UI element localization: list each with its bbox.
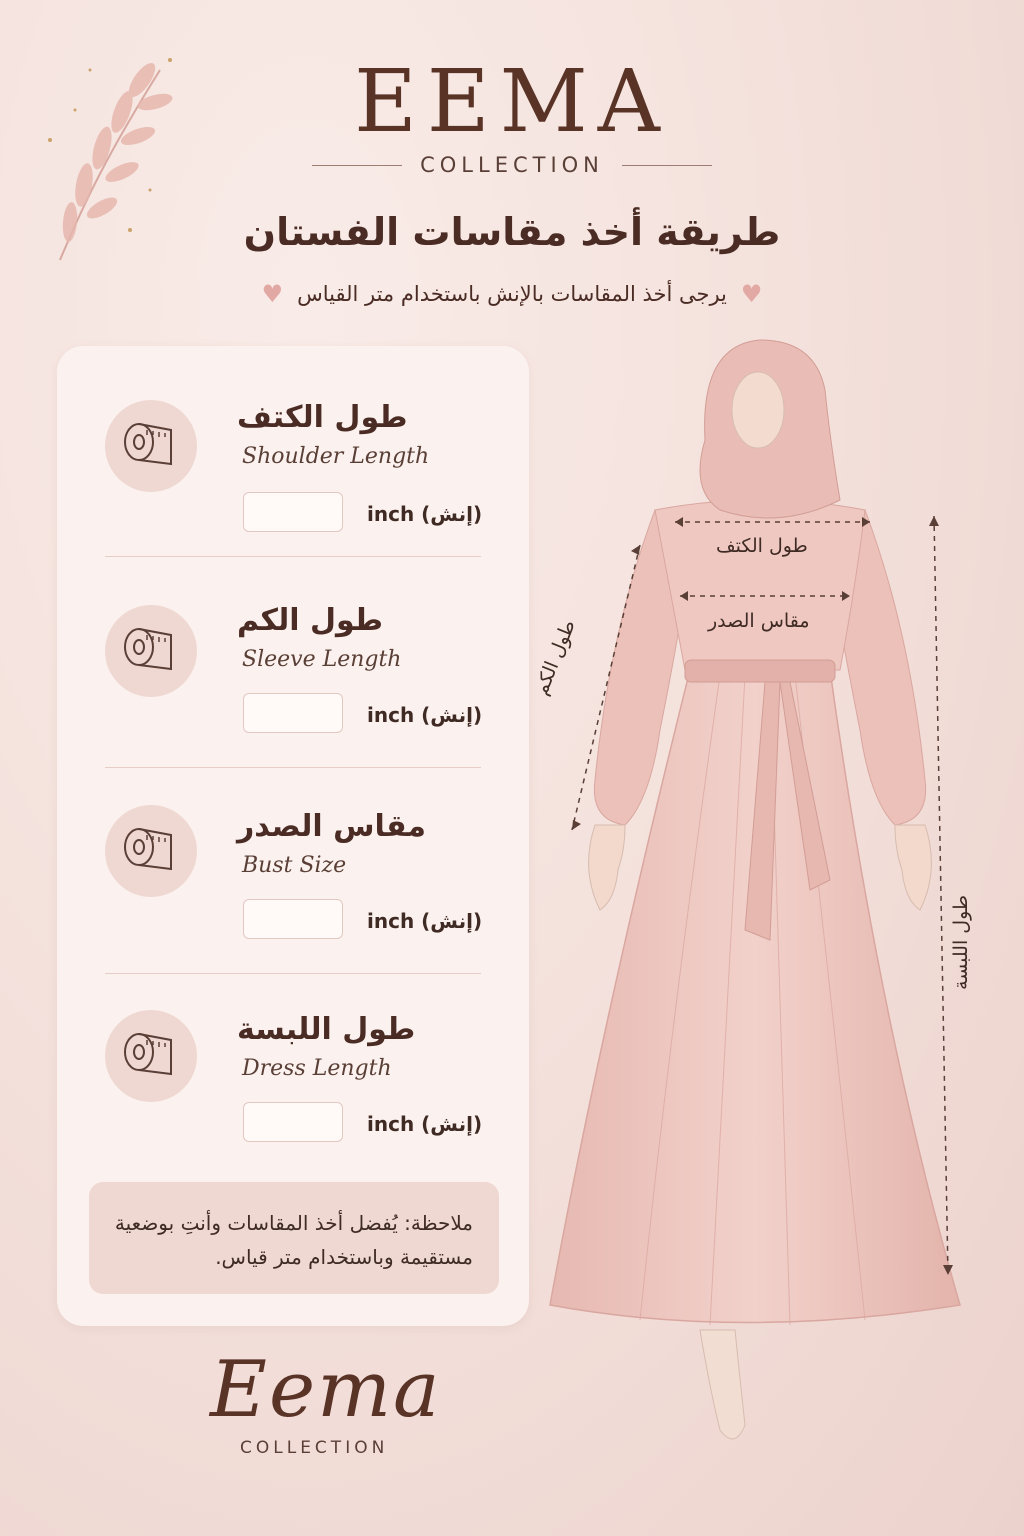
page-subtitle: يرجى أخذ المقاسات بالإنش باستخدام متر القياس (297, 282, 727, 306)
measurement-en-label: Sleeve Length (242, 647, 402, 672)
heart-icon: ♥ (740, 280, 763, 308)
measurement-en-label: Shoulder Length (242, 444, 430, 469)
figure-label-bust: مقاس الصدر (708, 610, 810, 632)
divider-left (312, 165, 402, 166)
note-text: ملاحظة: يُفضل أخذ المقاسات وأنتِ بوضعية مستقيمة وباستخدام متر قياس. (114, 1211, 473, 1269)
footer-logo-subtitle: COLLECTION (240, 1438, 389, 1458)
tape-measure-icon (121, 825, 181, 877)
measurement-en-label: Dress Length (242, 1056, 392, 1081)
footer-script-logo: Eema (210, 1345, 442, 1435)
measurement-item-bust (57, 769, 529, 974)
sleeve-length-input[interactable] (243, 693, 343, 733)
bust-size-input[interactable] (243, 899, 343, 939)
figure-label-sleeve: طول الكم (530, 616, 580, 699)
note-box (89, 1182, 499, 1294)
figure-label-shoulder: طول الكتف (716, 535, 808, 557)
divider-right (622, 165, 712, 166)
brand-subtitle-row (312, 150, 712, 180)
measurement-item-sleeve (57, 563, 529, 768)
measurement-en-label: Bust Size (242, 853, 347, 878)
divider (105, 767, 481, 768)
heart-icon: ♥ (261, 280, 284, 308)
unit-label: inch (إنش) (367, 502, 483, 526)
brand-title: EEMA (354, 52, 670, 152)
figure-label-dress: طول اللبسة (950, 894, 972, 990)
unit-label: inch (إنش) (367, 1112, 483, 1136)
measure-icon-wrap (105, 400, 197, 492)
dress-illustration (540, 330, 1020, 1530)
subtitle-row (0, 280, 1024, 308)
tape-measure-icon (121, 625, 181, 677)
brand-subtitle: COLLECTION (420, 153, 604, 177)
measurement-item-shoulder (57, 352, 529, 557)
measure-icon-wrap (105, 605, 197, 697)
divider (105, 556, 481, 557)
measurement-ar-label: مقاس الصدر (237, 809, 426, 844)
dress-length-input[interactable] (243, 1102, 343, 1142)
page-title: طريقة أخذ مقاسات الفستان (243, 210, 781, 254)
measurement-ar-label: طول الكتف (237, 400, 408, 435)
measure-icon-wrap (105, 1010, 197, 1102)
measure-icon-wrap (105, 805, 197, 897)
unit-label: inch (إنش) (367, 703, 483, 727)
measurement-ar-label: طول الكم (237, 603, 384, 638)
measurement-item-dress (57, 974, 529, 1179)
tape-measure-icon (121, 1030, 181, 1082)
shoulder-length-input[interactable] (243, 492, 343, 532)
measurement-ar-label: طول اللبسة (237, 1012, 416, 1047)
unit-label: inch (إنش) (367, 909, 483, 933)
tape-measure-icon (121, 420, 181, 472)
